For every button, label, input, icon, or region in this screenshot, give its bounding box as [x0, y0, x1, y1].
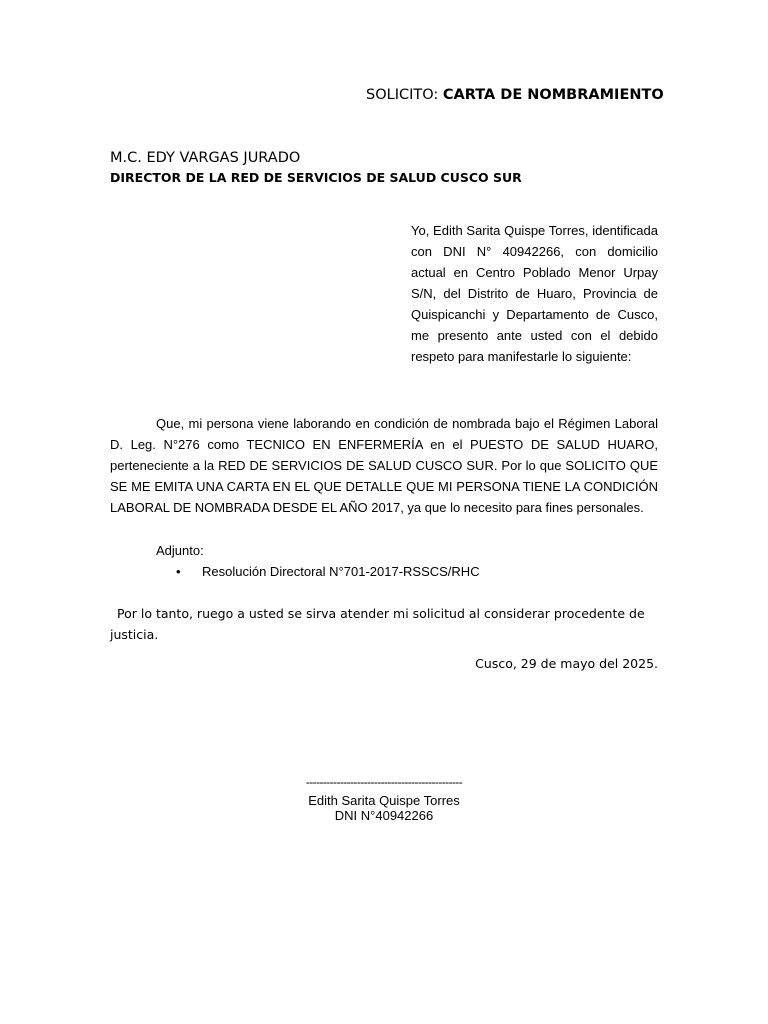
- closing-paragraph: Por lo tanto, ruego a usted se sirva atender mi solicitud al considerar procedente de justicia.: [110, 606, 645, 642]
- signer-name: Edith Sarita Quispe Torres: [308, 793, 460, 808]
- attachments-label: Adjunto:: [156, 543, 204, 558]
- subject-title: CARTA DE NOMBRAMIENTO: [442, 87, 664, 103]
- attachment-item: • Resolución Directoral N°701-2017-RSSCS/RHC: [176, 561, 480, 582]
- subject-line: [366, 87, 664, 103]
- signature-line: ----------------------------------------------: [305, 775, 463, 789]
- body-paragraph: Que, mi persona viene laborando en condición de nombrada bajo el Régimen Laboral D. Leg. N°276 como TECNICO EN ENFERMERÍA en el PUESTO DE SALUD HUARO, perteneciente a la RED DE SERVICIOS DE SALUD CUSCO SUR. Por lo que SOLICITO QUE SE ME EMITA UNA CARTA EN EL QUE DETALLE QUE MI PERSONA TIENE LA CONDICIÓN LABORAL DE NOMBRADA DESDE EL AÑO 2017, ya que lo necesito para fines personales.: [110, 416, 658, 515]
- addressee-name: M.C. EDY VARGAS JURADO: [110, 150, 301, 166]
- date-line: Cusco, 29 de mayo del 2025.: [475, 656, 658, 671]
- intro-paragraph: Yo, Edith Sarita Quispe Torres, identificada con DNI N° 40942266, con domicilio actual en Centro Poblado Menor Urpay S/N, del Distrito de Huaro, Provincia de Quispicanchi y Departamento de Cusco, me presento ante usted con el debido respeto para manifestarle lo siguiente:: [411, 223, 658, 364]
- addressee-position: DIRECTOR DE LA RED DE SERVICIOS DE SALUD CUSCO SUR: [110, 170, 522, 185]
- signer-dni: DNI N°40942266: [334, 808, 434, 823]
- subject-label: SOLICITO:: [366, 87, 439, 103]
- attachments-list: [176, 561, 480, 582]
